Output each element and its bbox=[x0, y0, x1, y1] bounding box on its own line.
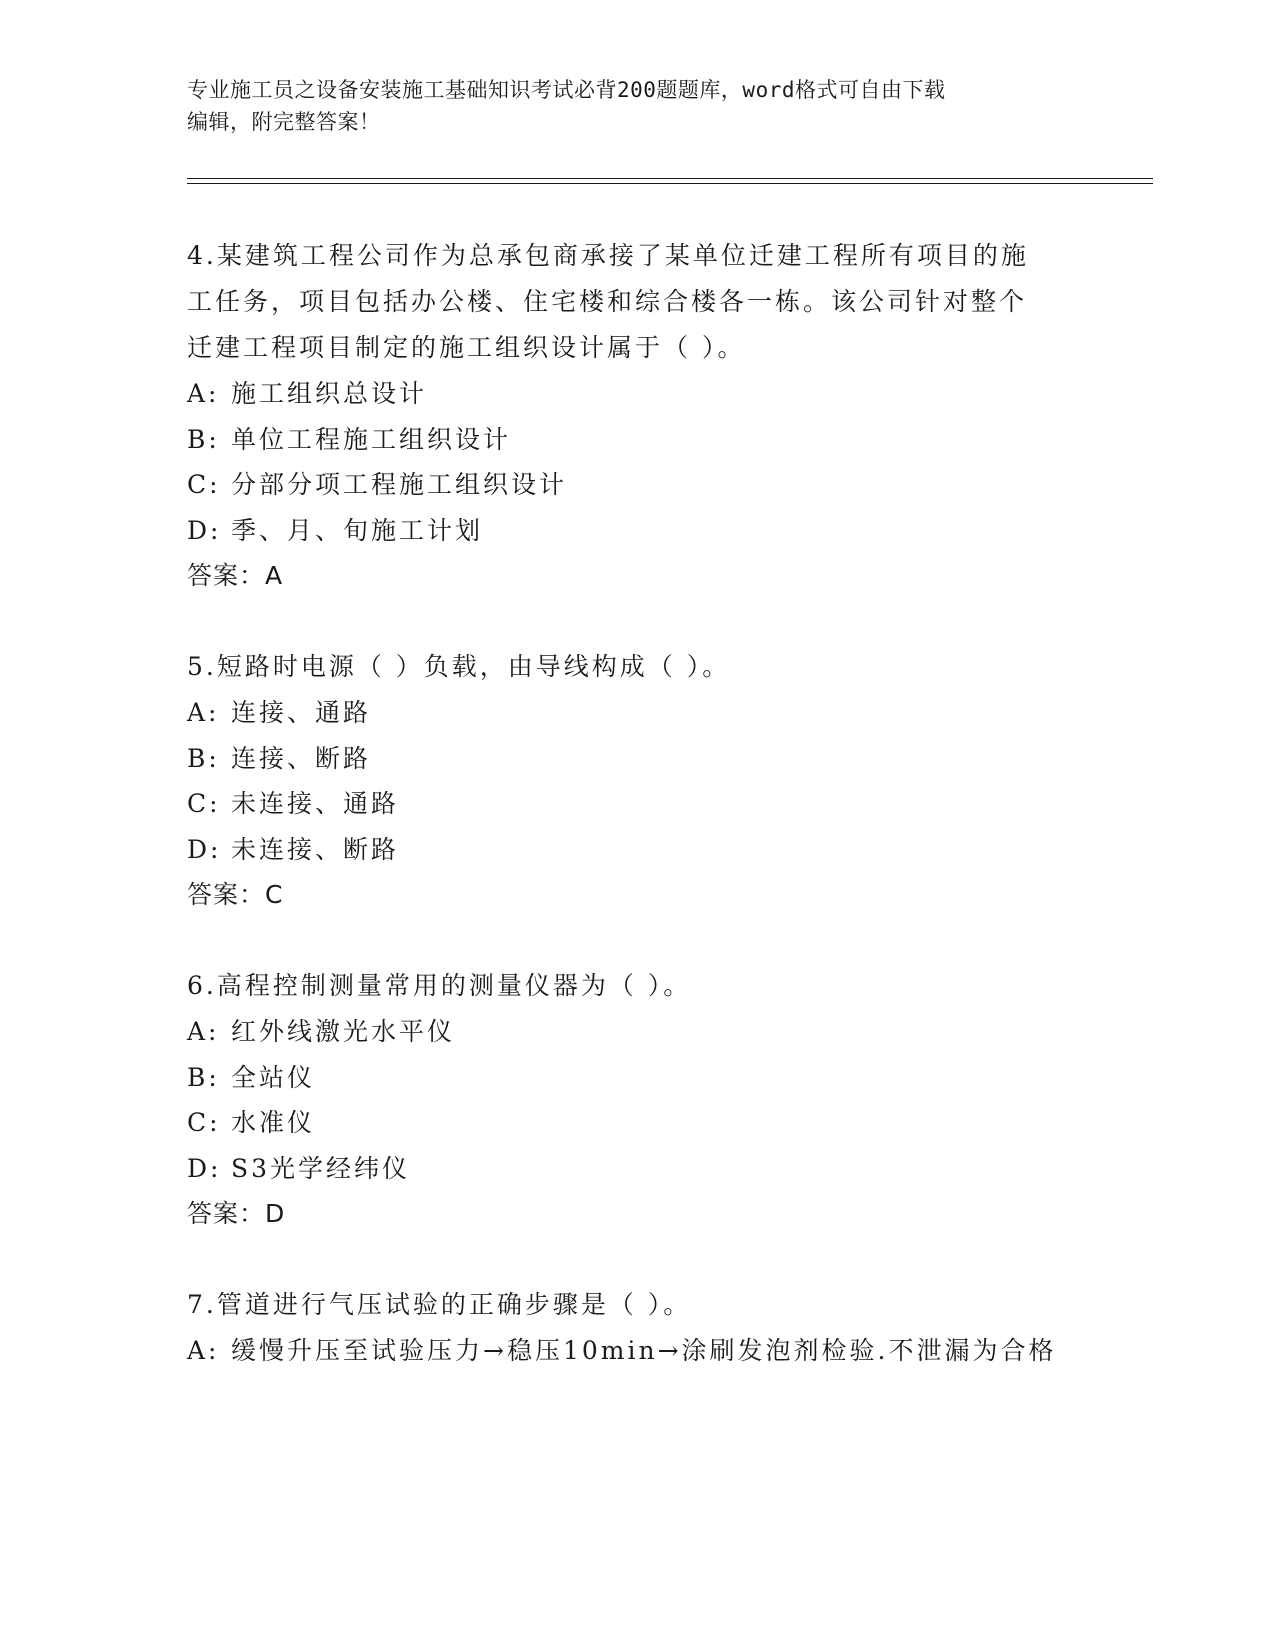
stem-line: 6.高程控制测量常用的测量仪器为（ ）。 bbox=[187, 971, 692, 1000]
option-letter: A: bbox=[187, 698, 220, 727]
option-text: 未连接、通路 bbox=[231, 789, 400, 818]
option-letter: B: bbox=[187, 1062, 220, 1092]
header-line-2: 编辑，附完整答案！ bbox=[187, 110, 381, 134]
question-7 bbox=[187, 1282, 1087, 1374]
option-a bbox=[187, 371, 1087, 417]
question-stem bbox=[187, 963, 1087, 1009]
answer-line: 答案：A bbox=[187, 561, 284, 590]
option-letter: C: bbox=[187, 789, 221, 818]
header-line-1: 专业施工员之设备安装施工基础知识考试必背200题题库，word格式可自由下载 bbox=[187, 78, 946, 102]
option-text: 季、月、旬施工计划 bbox=[231, 515, 484, 545]
option-letter: A: bbox=[187, 1017, 220, 1046]
option-b bbox=[187, 736, 1087, 782]
option-letter: C: bbox=[187, 470, 221, 499]
question-stem bbox=[187, 1282, 1087, 1328]
option-letter: D: bbox=[187, 1153, 222, 1183]
option-text: 水准仪 bbox=[231, 1108, 316, 1137]
answer-line: 答案：D bbox=[187, 1199, 286, 1228]
option-d bbox=[187, 1146, 1087, 1192]
option-text: 连接、断路 bbox=[231, 743, 372, 773]
question-5 bbox=[187, 644, 1087, 918]
option-text: 全站仪 bbox=[231, 1062, 316, 1092]
option-letter: D: bbox=[187, 515, 222, 545]
stem-line: 迁建工程项目制定的施工组织设计属于（ ）。 bbox=[187, 333, 746, 362]
option-d bbox=[187, 508, 1087, 554]
option-letter: A: bbox=[187, 379, 220, 408]
option-c bbox=[187, 781, 1087, 827]
option-a bbox=[187, 1328, 1087, 1374]
option-text: 红外线激光水平仪 bbox=[231, 1017, 456, 1046]
option-letter: D: bbox=[187, 834, 222, 864]
header-rule-bottom bbox=[187, 183, 1153, 184]
option-letter: C: bbox=[187, 1108, 221, 1137]
option-text: 缓慢升压至试验压力→稳压10min→涂刷发泡剂检验.不泄漏为合格 bbox=[231, 1336, 1057, 1365]
option-text: S3光学经纬仪 bbox=[231, 1153, 411, 1183]
option-text: 分部分项工程施工组织设计 bbox=[231, 470, 568, 499]
document-header bbox=[187, 74, 1067, 138]
option-a bbox=[187, 690, 1087, 736]
option-d bbox=[187, 827, 1087, 873]
question-stem bbox=[187, 644, 1087, 690]
option-b bbox=[187, 417, 1087, 463]
option-letter: B: bbox=[187, 424, 220, 454]
stem-line: 7.管道进行气压试验的正确步骤是（ ）。 bbox=[187, 1290, 692, 1319]
option-text: 未连接、断路 bbox=[231, 834, 400, 864]
question-stem bbox=[187, 233, 1087, 371]
option-letter: A: bbox=[187, 1336, 220, 1365]
answer-line: 答案：C bbox=[187, 880, 284, 909]
header-rule-top bbox=[187, 178, 1153, 179]
option-text: 连接、通路 bbox=[231, 698, 372, 727]
stem-line: 5.短路时电源（ ）负载，由导线构成（ ）。 bbox=[187, 652, 731, 681]
option-text: 施工组织总设计 bbox=[231, 379, 428, 408]
option-letter: B: bbox=[187, 743, 220, 773]
option-c bbox=[187, 1100, 1087, 1146]
question-4 bbox=[187, 233, 1087, 599]
stem-line: 工任务，项目包括办公楼、住宅楼和综合楼各一栋。该公司针对整个 bbox=[187, 287, 1028, 316]
question-6 bbox=[187, 963, 1087, 1237]
option-b bbox=[187, 1055, 1087, 1101]
option-text: 单位工程施工组织设计 bbox=[231, 424, 512, 454]
option-a bbox=[187, 1009, 1087, 1055]
stem-line: 4.某建筑工程公司作为总承包商承接了某单位迁建工程所有项目的施 bbox=[187, 241, 1029, 270]
option-c bbox=[187, 462, 1087, 508]
